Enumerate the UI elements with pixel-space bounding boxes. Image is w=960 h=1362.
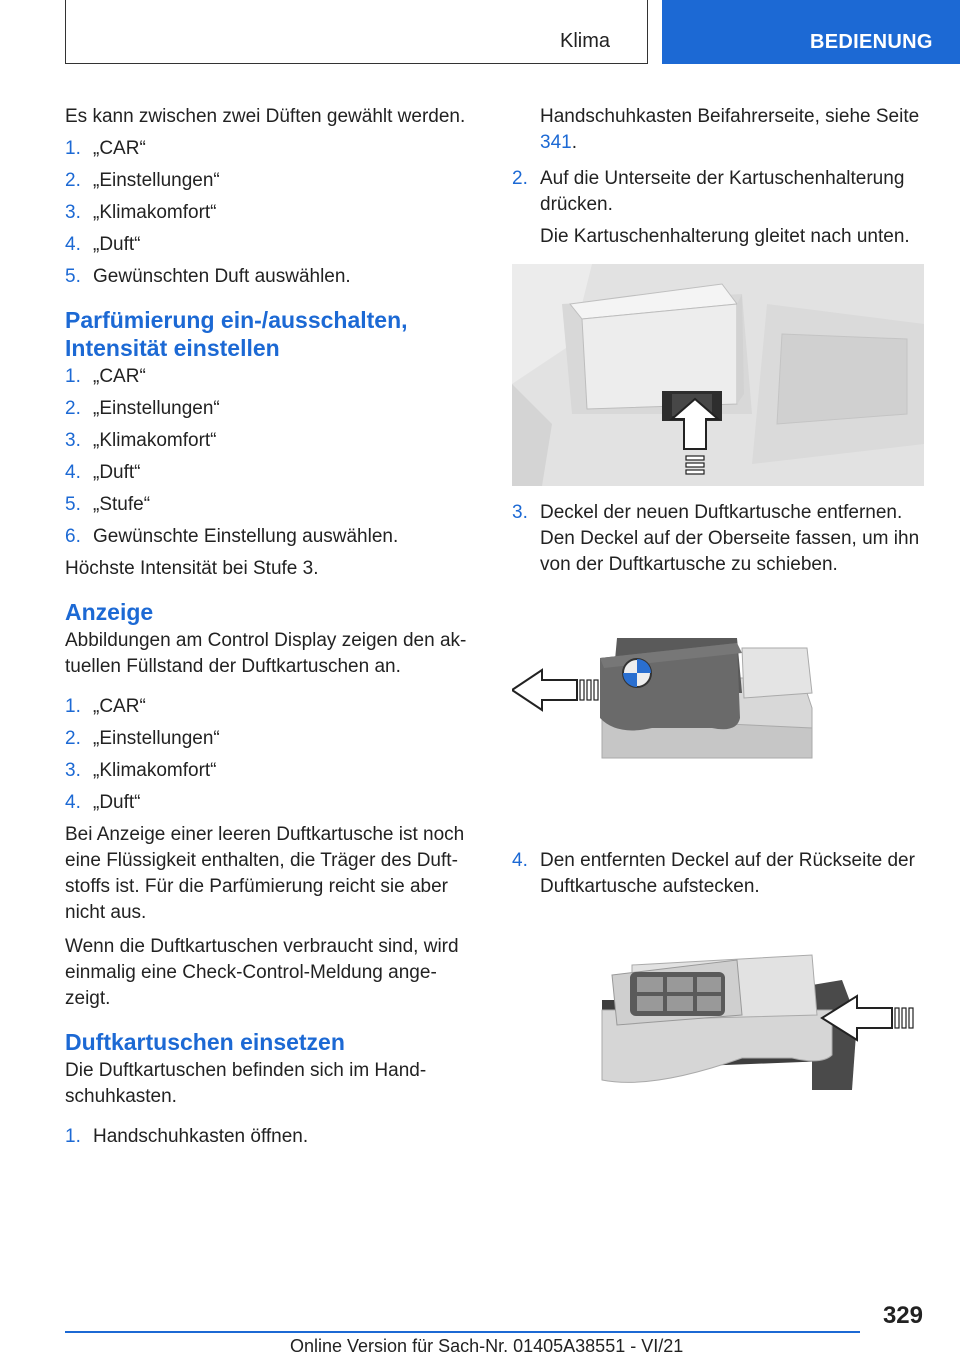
list-insert-continued (512, 104, 924, 250)
heading-anzeige: Anzeige (65, 599, 154, 625)
list-item: 2. „Einstellungen“ (65, 728, 220, 749)
list-insert-final (512, 848, 924, 900)
list-item: 1. „CAR“ (65, 138, 146, 159)
page-link[interactable]: 341 (540, 132, 572, 153)
list-item: 4. Den entfernten Deckel auf der Rückseite der Duftkartusche aufstecken. (512, 850, 915, 897)
list-item: Handschuhkasten Beifahrerseite, siehe Seite 341. (540, 106, 920, 153)
list-item: 4. „Duft“ (65, 234, 141, 255)
remove-cover-illustration (512, 618, 924, 798)
list-item: 4. „Duft“ (65, 792, 141, 813)
footer-rule (65, 1331, 860, 1333)
page-number: 329 (882, 1302, 923, 1329)
heading-einsetzen: Duftkartuschen einsetzen (65, 1029, 345, 1055)
list-display (65, 694, 470, 816)
list-item: 1. Handschuhkasten öffnen. (65, 1126, 309, 1147)
empty-cartridge-text: Bei Anzeige einer leeren Duftkartusche ist noch eine Flüssigkeit enthalten, die Träger des Duftstoffs ist. Für die Parfümierung reicht sie aber nicht aus. (65, 824, 465, 923)
step2-result: Die Kartuschenhalterung gleitet nach unten. (540, 226, 910, 247)
glovebox-holder-illustration (512, 264, 924, 486)
check-control-text: Wenn die Duftkartuschen verbraucht sind, wird einmalig eine Check-Control-Meldung angezeigt. (65, 936, 459, 1009)
list-item: 6. Gewünschte Einstellung auswählen. (65, 526, 399, 547)
chapter-label: BEDIENUNG (810, 31, 933, 53)
footer-text: Online Version für Sach-Nr. 01405A38551 - VI/21 (290, 1336, 684, 1356)
section-title: Klima (560, 30, 611, 52)
list-scent (65, 136, 470, 290)
heading-parfuemierung: Parfümierung ein-/ausschalten, Intensität einstellen (65, 307, 408, 361)
right-column (512, 104, 924, 1100)
list-item: 3. „Klimakomfort“ (65, 202, 217, 223)
attach-cover-illustration (512, 940, 924, 1100)
step3-detail: Den Deckel auf der Oberseite fassen, um ihn von der Duftkartusche zu schieben. (540, 528, 920, 575)
list-item: 2. „Einstellungen“ (65, 170, 220, 191)
list-item: 5. Gewünschten Duft auswählen. (65, 266, 351, 287)
list-item: 4. „Duft“ (65, 462, 141, 483)
list-item: 2. Auf die Unterseite der Kartuschenhalterung drücken. Die Kartuschenhalterung gleitet nach unten. (512, 166, 924, 250)
intro-text: Es kann zwischen zwei Düften gewählt werden. (65, 106, 466, 127)
anzeige-text: Abbildungen am Control Display zeigen den aktuellen Füllstand der Duftkartuschen an. (65, 630, 467, 677)
list-insert-steps (512, 500, 924, 578)
list-intensity (65, 364, 470, 550)
left-column (65, 104, 470, 1156)
list-item: 1. „CAR“ (65, 696, 146, 717)
einsetzen-text: Die Duftkartuschen befinden sich im Handschuhkasten. (65, 1060, 427, 1107)
list-item: 2. „Einstellungen“ (65, 398, 220, 419)
list-item: 3. Deckel der neuen Duftkartusche entfernen. Den Deckel auf der Oberseite fassen, um ihn von der Duftkartusche zu schieben. (512, 500, 924, 578)
list-insert (65, 1124, 470, 1150)
chapter-tab (662, 0, 960, 64)
list-item: 1. „CAR“ (65, 366, 146, 387)
list-item: 3. „Klimakomfort“ (65, 760, 217, 781)
list-item: 3. „Klimakomfort“ (65, 430, 217, 451)
intensity-hint: Höchste Intensität bei Stufe 3. (65, 558, 319, 579)
list-item: 5. „Stufe“ (65, 494, 151, 515)
